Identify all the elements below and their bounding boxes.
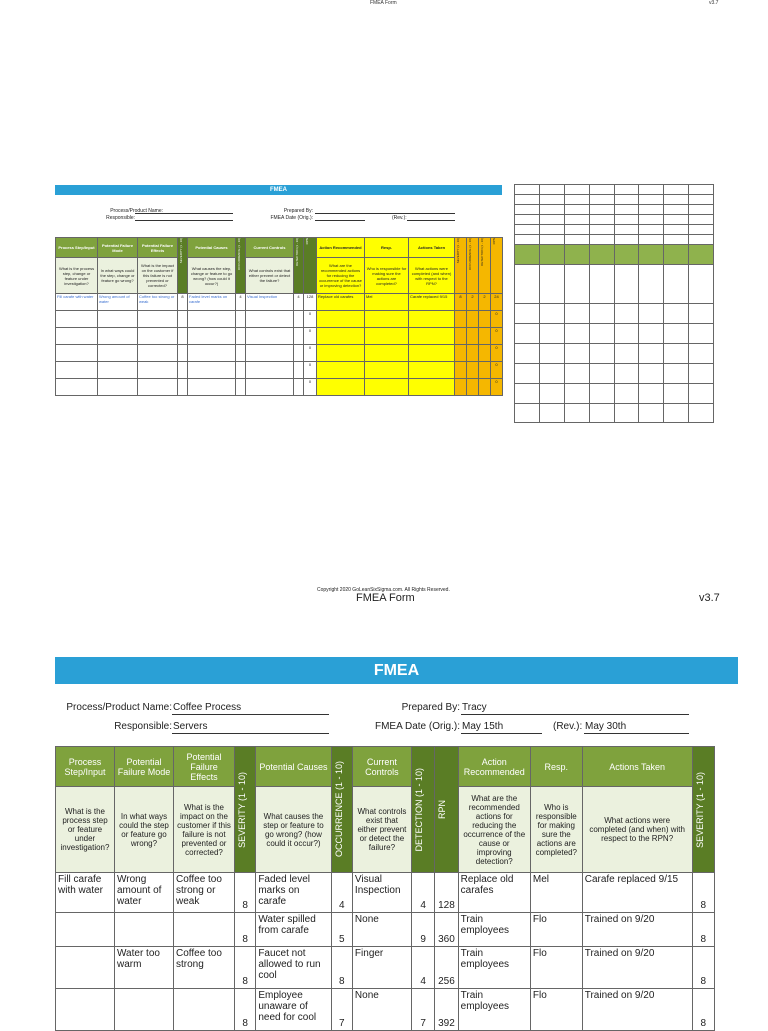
p1-cell: 4 [294,294,304,311]
cell-resp: Flo [530,989,582,1031]
p2-desc-resp: Who is responsible for making sure the actions are completed? [530,787,582,873]
p1-col-rpn: RPN [304,238,317,294]
cell-sev2: 8 [692,947,714,989]
page1-header-title: FMEA Form [370,0,397,6]
cell-mode: Water too warm [114,947,173,989]
p1-cell: Faded level marks on carafe [188,294,236,311]
page1-version: v3.7 [709,0,719,6]
cell-controls: Finger [352,947,411,989]
cell-controls: None [352,913,411,947]
cell-action: Train employees [458,947,530,989]
p2-col-action: Action Recommended [458,747,530,787]
cell-cause: Employee unaware of need for cool [256,989,331,1031]
p2-desc-controls: What controls exist that either prevent or detect the failure? [352,787,411,873]
p2-desc-causes: What causes the step or feature to go wrong? (how could it occur?) [256,787,331,873]
cell-occ: 8 [331,947,352,989]
p2-desc-effects: What is the impact on the customer if this failure is not prevented or corrected? [173,787,234,873]
p1-cell: 4 [236,294,246,311]
page1-rev-line [407,220,455,221]
p2-col-resp: Resp. [530,747,582,787]
p1-desc: Who is responsible for making sure the actions are completed? [365,258,409,294]
page2-date-label: FMEA Date (Orig.): [374,721,460,732]
p2-col-sev2: SEVERITY (1 - 10) [692,747,714,873]
page1-info [55,195,502,237]
p2-desc-action: What are the recommended actions for reducing the occurrence of the cause or improving detection? [458,787,530,873]
cell-cause: Water spilled from carafe [256,913,331,947]
cell-action: Train employees [458,913,530,947]
page2-desc-row [56,787,715,873]
page1-empty-row: 0 0 [56,379,503,396]
page1-empty-row: 0 0 [56,311,503,328]
page2-date-value: May 15th [461,720,542,734]
cell-action: Train employees [458,989,530,1031]
page2-fmea-table [55,746,715,1031]
page1-right-grid [514,184,714,398]
cell-occ: 4 [331,873,352,913]
p1-cell: 2 [467,294,479,311]
page2-process-label: Process/Product Name: [66,702,172,713]
p1-cell: Replace old carafes [317,294,365,311]
p2-desc-mode: In what ways could the step or feature go wrong? [114,787,173,873]
page1-date-line [315,220,365,221]
page1-date-label: FMEA Date (Orig.): [270,215,313,221]
cell-mode [114,913,173,947]
p1-cell: Mel [365,294,409,311]
cell-step [56,947,115,989]
cell-taken: Carafe replaced 9/15 [582,873,692,913]
cell-effect [173,913,234,947]
page1-fmea-title: FMEA [55,185,502,195]
p1-desc: What is the impact on the customer if this failure is not prevented or corrected? [138,258,178,294]
p1-col-sev: SEVERITY (1 - 10) [178,238,188,294]
cell-resp: Flo [530,947,582,989]
p1-cell: 128 [304,294,317,311]
cell-taken: Trained on 9/20 [582,947,692,989]
cell-det: 9 [411,913,434,947]
page1-responsible-line [135,220,233,221]
p1-col-step: Process Step/Input [56,238,98,258]
p1-desc: What controls exist that either prevent or detect the failure? [246,258,294,294]
cell-det: 4 [411,873,434,913]
p1-col-taken: Actions Taken [409,238,455,258]
p1-col-sev2: SEVERITY (1 - 10) [455,238,467,294]
cell-occ: 7 [331,989,352,1031]
p1-col-action: Action Recommended [317,238,365,258]
cell-sev: 8 [234,989,255,1031]
p1-cell: Carafe replaced 9/15 [409,294,455,311]
cell-cause: Faucet not allowed to run cool [256,947,331,989]
cell-step: Fill carafe with water [56,873,115,913]
cell-step [56,989,115,1031]
page2-prepared-value: Tracy [461,701,689,715]
p2-col-step: Process Step/Input [56,747,115,787]
page1-row-1 [56,294,503,311]
cell-rpn: 128 [435,873,458,913]
page2-rev-value: May 30th [584,720,689,734]
page2-rev-label: (Rev.): [553,721,583,732]
cell-sev2: 8 [692,913,714,947]
cell-mode [114,989,173,1031]
p2-col-controls: Current Controls [352,747,411,787]
page1-right-table [514,184,714,423]
p1-desc: What is the process step, change or feature under investigation? [56,258,98,294]
p1-col-mode: Potential Failure Mode [98,238,138,258]
p1-desc: What actions were completed (and when) with respect to the RPN? [409,258,455,294]
p2-desc-step: What is the process step or feature under investigation? [56,787,115,873]
cell-step [56,913,115,947]
page2-responsible-value: Servers [172,720,329,734]
cell-resp: Flo [530,913,582,947]
cell-cause: Faded level marks on carafe [256,873,331,913]
page1-prepared-line [315,213,455,214]
cell-sev: 8 [234,873,255,913]
p1-col-occ2: OCCURRENCE (1 - 10) [467,238,479,294]
p1-col-det2: DETECTION (1 - 10) [479,238,491,294]
page1-empty-row: 0 0 [56,328,503,345]
p1-col-rpn2: RPN [491,238,503,294]
p1-cell: Visual Inspection [246,294,294,311]
p1-col-causes: Potential Causes [188,238,236,258]
cell-controls: Visual Inspection [352,873,411,913]
cell-controls: None [352,989,411,1031]
page1-responsible-label: Responsible: [106,215,135,221]
p2-col-det: DETECTION (1 - 10) [411,747,434,873]
table-row [56,989,715,1031]
p1-cell: Coffee too strong or weak [138,294,178,311]
p1-desc: What causes the step, change or feature to go wrong? (how could it occur?) [188,258,236,294]
cell-taken: Trained on 9/20 [582,913,692,947]
cell-sev: 8 [234,913,255,947]
page1-empty-row: 0 0 [56,362,503,379]
p1-cell: 2 [479,294,491,311]
p2-desc-taken: What actions were completed (and when) with respect to the RPN? [582,787,692,873]
p2-col-taken: Actions Taken [582,747,692,787]
table-row [56,913,715,947]
cell-rpn: 360 [435,913,458,947]
cell-rpn: 392 [435,989,458,1031]
cell-det: 7 [411,989,434,1031]
cell-rpn: 256 [435,947,458,989]
page2-fmea-title: FMEA [55,657,738,684]
p1-desc: What are the recommended actions for reducing the occurrence of the cause or improving detection? [317,258,365,294]
p2-col-sev: SEVERITY (1 - 10) [234,747,255,873]
cell-occ: 5 [331,913,352,947]
page1-process-label: Process/Product Name: [110,208,163,214]
cell-resp: Mel [530,873,582,913]
cell-sev2: 8 [692,989,714,1031]
table-row [56,947,715,989]
cell-det: 4 [411,947,434,989]
page1-header-row [56,238,503,258]
p2-col-causes: Potential Causes [256,747,331,787]
p1-cell: Fill carafe with water [56,294,98,311]
cell-sev: 8 [234,947,255,989]
page1-copyright: Copyright 2020 GoLeanSixSigma.com. All Rights Reserved. [317,587,450,593]
p1-col-occ: OCCURRENCE (1 - 10) [236,238,246,294]
cell-effect: Coffee too strong or weak [173,873,234,913]
p1-col-effects: Potential Failure Effects [138,238,178,258]
p1-cell: 8 [455,294,467,311]
p1-desc: In what ways could the step, change or feature go wrong? [98,258,138,294]
p2-col-effects: Potential Failure Effects [173,747,234,787]
page2-header-title: FMEA Form [356,592,415,604]
p1-cell: Wrong amount of water [98,294,138,311]
p1-cell: 24 [491,294,503,311]
p2-col-mode: Potential Failure Mode [114,747,173,787]
p1-col-controls: Current Controls [246,238,294,258]
page2-version: v3.7 [699,592,720,604]
cell-effect: Coffee too strong [173,947,234,989]
page2-responsible-label: Responsible: [114,721,172,732]
page1-fmea-table [55,237,503,396]
page1-prepared-label: Prepared By: [283,208,313,214]
p1-cell: 8 [178,294,188,311]
page1-desc-row [56,258,503,294]
table-row [56,873,715,913]
cell-action: Replace old carafes [458,873,530,913]
cell-taken: Trained on 9/20 [582,989,692,1031]
page2-header-row [56,747,715,787]
page2-process-value: Coffee Process [172,701,329,715]
page2-prepared-label: Prepared By: [401,702,460,713]
page1-fmea-form [55,185,502,399]
cell-sev2: 8 [692,873,714,913]
p1-col-det: DETECTION (1 - 10) [294,238,304,294]
p2-col-rpn: RPN [435,747,458,873]
p1-col-resp: Resp. [365,238,409,258]
p2-col-occ: OCCURRENCE (1 - 10) [331,747,352,873]
page1-process-line [135,213,233,214]
cell-mode: Wrong amount of water [114,873,173,913]
page1-empty-row: 0 0 [56,345,503,362]
cell-effect [173,989,234,1031]
page1-rev-label: (Rev.): [392,215,407,221]
